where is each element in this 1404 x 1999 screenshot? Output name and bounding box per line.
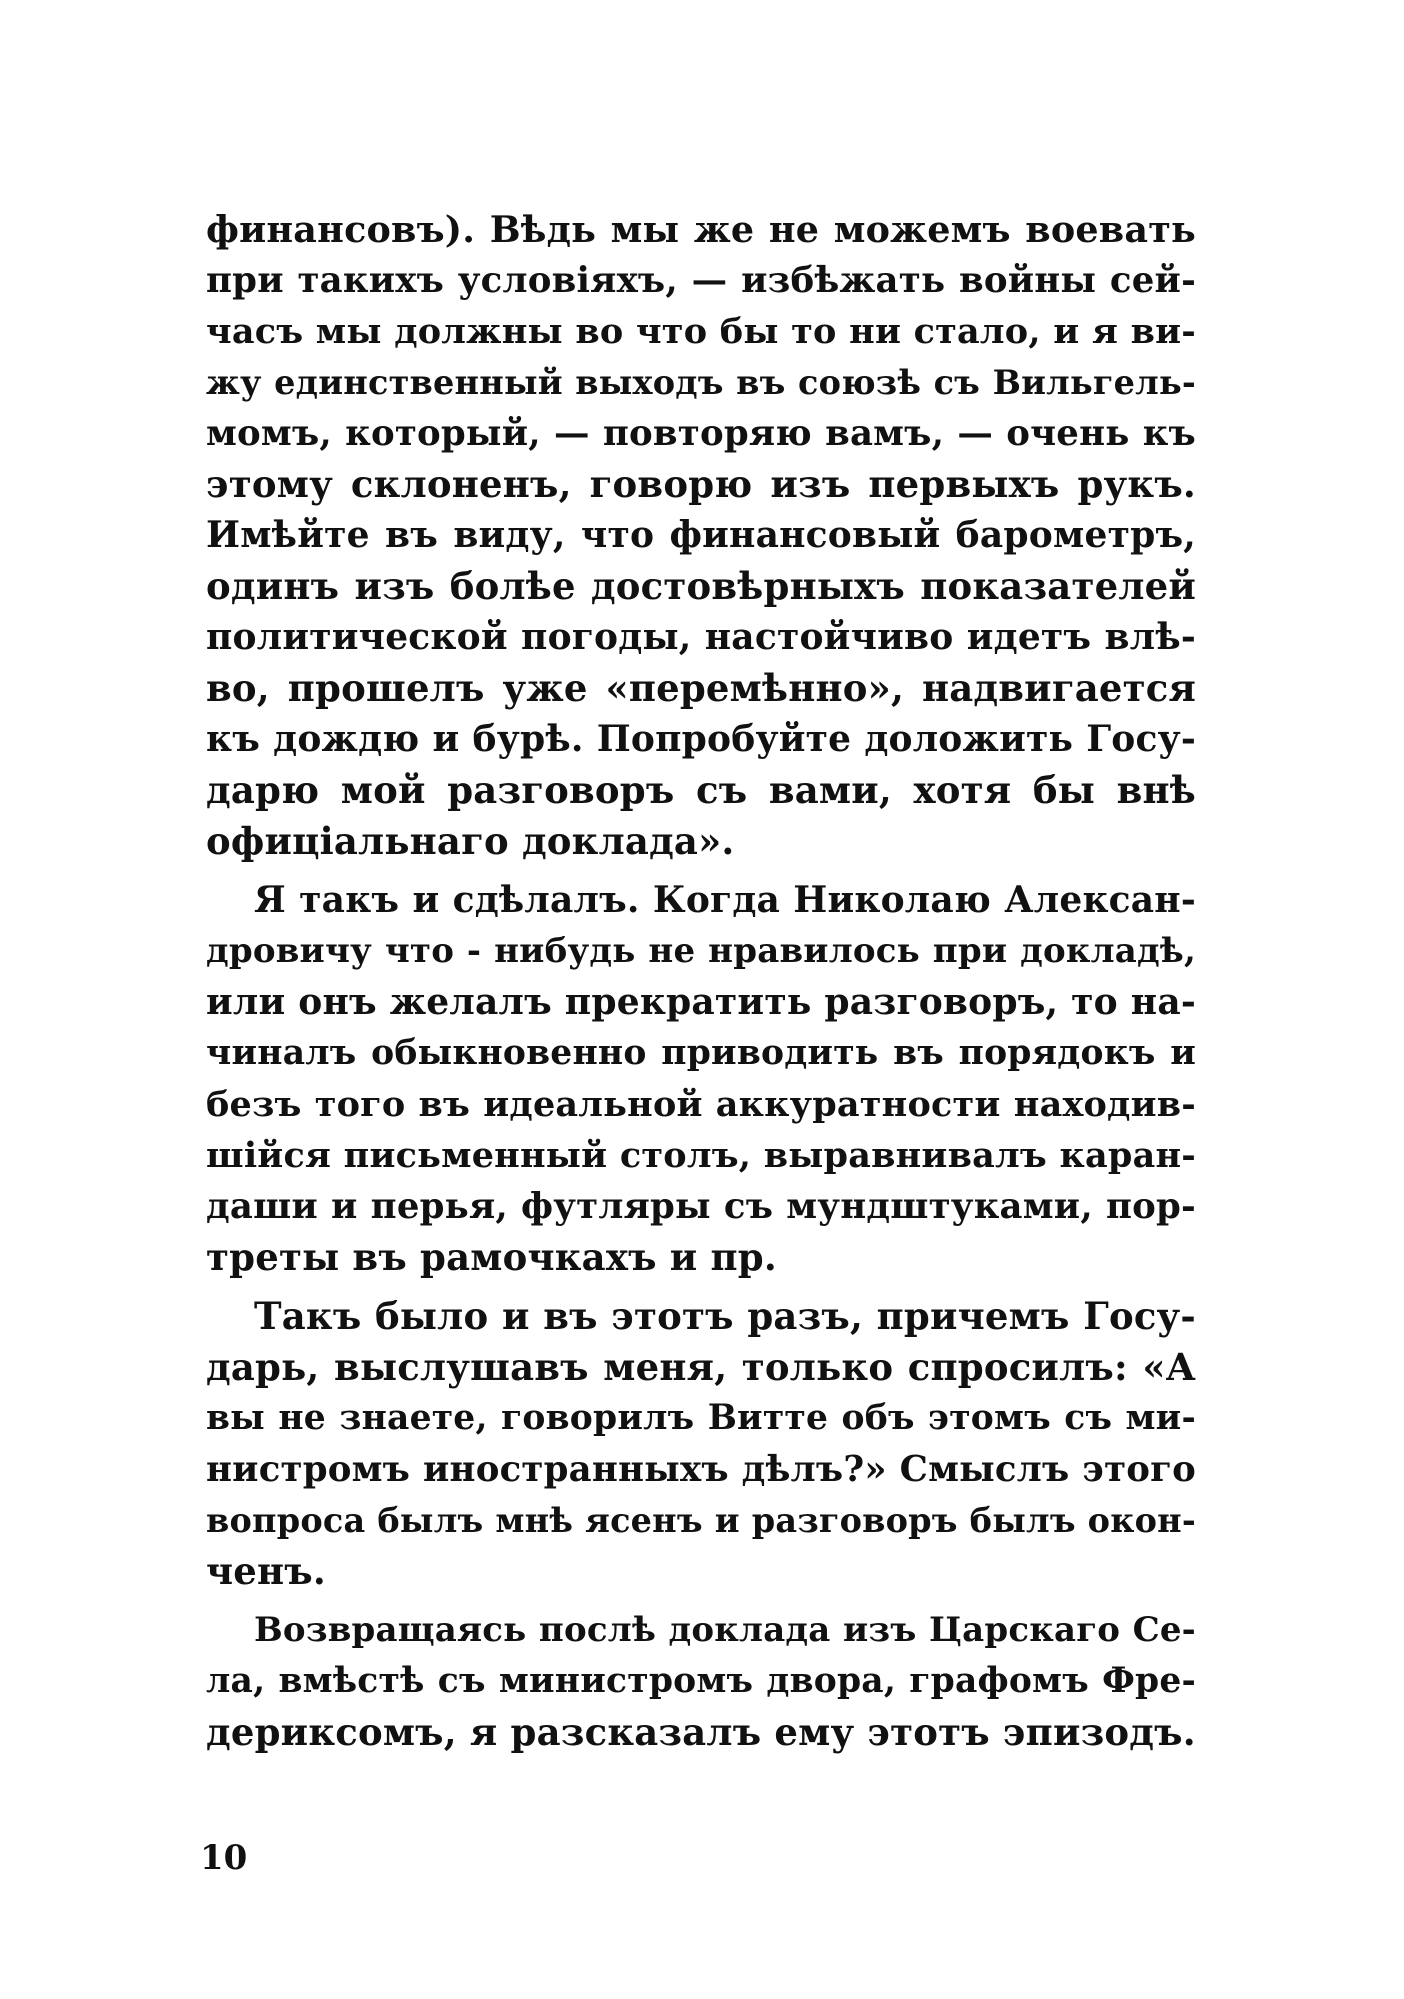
paragraph: [206, 875, 1196, 1283]
text-line: или онъ желалъ прекратить разговоръ, то на-: [206, 981, 1196, 1023]
paragraph-gap: [206, 1283, 1196, 1291]
text-line: Я такъ и сдѣлалъ. Когда Николаю Алексан-: [254, 879, 1196, 921]
text-line: ла, вмѣстѣ съ министромъ двора, графомъ Фре-: [206, 1661, 1196, 1701]
text-line: ченъ.: [206, 1549, 326, 1593]
text-line: безъ того въ идеальной аккуратности находив-: [206, 1084, 1196, 1125]
text-line: этому склоненъ, говорю изъ первыхъ рукъ.: [206, 462, 1196, 506]
text-line: нистромъ иностранныхъ дѣлъ?» Смыслъ этого: [206, 1449, 1196, 1490]
text-line: офиціальнаго доклада».: [206, 819, 735, 863]
text-line: дарю мой разговоръ съ вами, хотя бы внѣ: [206, 768, 1196, 812]
paragraph: [206, 1291, 1196, 1597]
paragraph-gap: [206, 867, 1196, 875]
text-line: одинъ изъ болѣе достовѣрныхъ показателей: [206, 564, 1196, 608]
text-line: къ дождю и бурѣ. Попробуйте доложить Госу-: [206, 718, 1196, 760]
body-text: [206, 204, 1196, 1758]
text-line: вопроса былъ мнѣ ясенъ и разговоръ былъ окон-: [206, 1501, 1196, 1540]
paragraph: [206, 204, 1196, 867]
text-line: шійся письменный столъ, выравнивалъ каран-: [206, 1135, 1196, 1176]
text-line: дарь, выслушавъ меня, только спросилъ: «А: [206, 1345, 1196, 1389]
paragraph-gap: [206, 1597, 1196, 1605]
text-line: жу единственный выходъ въ союзѣ съ Вильгель-: [206, 363, 1196, 402]
text-line: часъ мы должны во что бы то ни стало, и я ви-: [206, 311, 1196, 352]
text-line: момъ, который, — повторяю вамъ, — очень къ: [206, 413, 1196, 454]
text-line: вы не знаете, говорилъ Витте объ этомъ съ ми-: [206, 1398, 1196, 1438]
text-line: дериксомъ, я разсказалъ ему этотъ эпизодъ.: [206, 1710, 1196, 1754]
text-line: треты въ рамочкахъ и пр.: [206, 1235, 777, 1279]
text-line: во, прошелъ уже «перемѣнно», надвигается: [206, 666, 1196, 710]
text-line: финансовъ). Вѣдь мы же не можемъ воевать: [206, 208, 1196, 251]
text-line: Такъ было и въ этотъ разъ, причемъ Госу-: [254, 1294, 1196, 1338]
text-line: чиналъ обыкновенно приводить въ порядокъ и: [206, 1033, 1196, 1073]
text-line: Имѣйте въ виду, что финансовый барометръ,: [206, 514, 1196, 556]
text-line: политической погоды, настойчиво идетъ влѣ-: [206, 616, 1196, 658]
text-line: при такихъ условіяхъ, — избѣжать войны сей-: [206, 260, 1196, 301]
text-line: даши и перья, футляры съ мундштуками, пор-: [206, 1186, 1196, 1227]
page-number: 10: [200, 1838, 248, 1878]
text-line: Возвращаясь послѣ доклада изъ Царскаго Се-: [254, 1610, 1196, 1650]
paragraph: [206, 1605, 1196, 1758]
text-line: дровичу что - нибудь не нравилось при докладѣ,: [206, 931, 1196, 971]
